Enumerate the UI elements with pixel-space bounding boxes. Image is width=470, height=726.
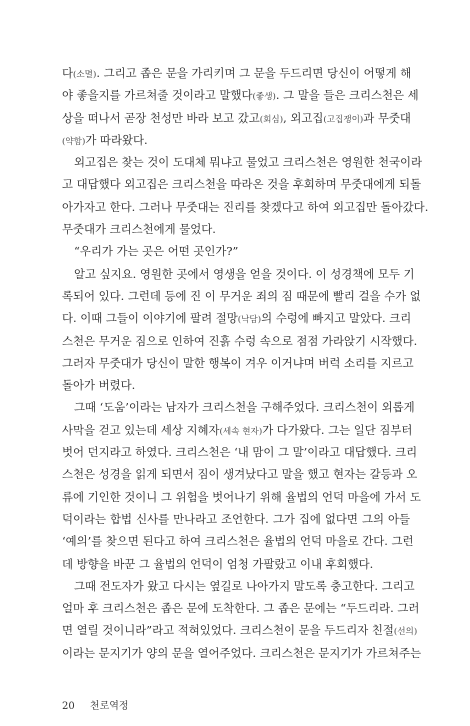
text-span: 그때 전도자가 왔고 다시는 옆길로 나아가지 말도록 충고한다. 그리고 bbox=[74, 578, 415, 593]
text-line bbox=[62, 285, 421, 307]
text-span: 그러자 무줏대가 당신이 말한 행복이 겨우 이거냐며 버럭 소리를 지르고 bbox=[62, 355, 414, 370]
page-footer bbox=[62, 697, 129, 712]
text-span: , 외고집 bbox=[283, 110, 324, 125]
text-span: 류에 기인한 것이니 그 위험을 벗어나기 위해 율법의 언덕 마을에 가서 도 bbox=[62, 489, 421, 504]
text-span: 야 좋을지를 가르쳐줄 것이라고 말했다 bbox=[62, 88, 253, 103]
text-line bbox=[62, 553, 410, 575]
text-span: 의 수렁에 빠지고 말았다. 크리 bbox=[261, 311, 412, 326]
text-span: 가 따라왔다. bbox=[85, 132, 148, 147]
text-span: 아가자고 한다. 그러나 무줏대는 진리를 찾겠다고 하여 외고집만 돌아갔다. bbox=[62, 199, 429, 214]
text-line bbox=[62, 84, 419, 106]
text-span: 스천은 무거운 짐으로 인하여 진흙 수렁 속으로 점점 가라앉기 시작했다. bbox=[62, 333, 418, 348]
text-span: “우리가 가는 곳은 어떤 곳인가?” bbox=[74, 244, 239, 259]
text-span: 벗어 던지라고 하였다. 크리스천은 ‘내 맘이 그 말’이라고 대답했다. 크리 bbox=[62, 445, 418, 460]
text-span: 스천은 성경을 읽게 되면서 짐이 생겨났다고 말을 했고 현자는 갈등과 오 bbox=[62, 467, 418, 482]
text-line bbox=[62, 107, 410, 129]
page-number: 20 bbox=[62, 701, 75, 712]
text-span: 알고 싶지요. 영원한 곳에서 영생을 얻을 것이다. 이 성경책에 모두 기 bbox=[74, 266, 415, 281]
text-span: 무줏대가 크리스천에게 물었다. bbox=[62, 222, 216, 237]
text-line bbox=[62, 575, 415, 597]
text-span: 그때 ‘도움’이라는 남자가 크리스천을 구해주었다. 크리스천이 외롭게 bbox=[74, 400, 415, 415]
text-span: . 그리고 좁은 문을 가리키며 그 문을 두드리면 당신이 어떻게 해 bbox=[96, 66, 412, 80]
text-line bbox=[62, 374, 410, 396]
annotation-note: (좋생) bbox=[252, 92, 276, 103]
annotation-note: (소멸) bbox=[73, 70, 97, 80]
text-line bbox=[62, 486, 421, 508]
text-span: 과 무줏대 bbox=[363, 110, 411, 125]
text-line bbox=[62, 463, 418, 485]
text-line bbox=[62, 419, 413, 441]
text-line bbox=[62, 597, 420, 619]
text-line bbox=[62, 173, 422, 195]
text-line bbox=[62, 307, 410, 329]
text-span: ‘예의’를 찾으면 된다고 하여 크리스천은 율법의 언덕 마을로 간다. 그런 bbox=[62, 534, 414, 549]
text-span: 외고집은 찾는 것이 도대체 뭐냐고 물었고 크리스천은 영원한 천국이라 bbox=[74, 155, 423, 170]
text-span: 고 대답했다 외고집은 크리스천을 따라온 것을 후회하며 무줏대에게 되돌 bbox=[62, 177, 422, 192]
text-span: 면 열릴 것이니라”라고 적혀있었다. 크리스천이 문을 두드리자 친절 bbox=[62, 623, 394, 638]
annotation-note: (낙담) bbox=[237, 315, 262, 326]
text-line bbox=[62, 62, 410, 84]
text-span: 돌아가 버렸다. bbox=[62, 378, 136, 393]
text-span: . 그 말을 들은 크리스천은 세 bbox=[275, 88, 419, 103]
text-line bbox=[62, 619, 418, 641]
text-line bbox=[62, 642, 422, 664]
text-line bbox=[62, 352, 414, 374]
text-span: 데 방향을 바꾼 그 율법의 언덕이 엄청 가팔랐고 이내 후회했다. bbox=[62, 556, 374, 571]
text-span: 덕이라는 합법 신사를 만나라고 조언한다. 그가 집에 없다면 그의 아들 bbox=[62, 511, 410, 526]
annotation-note: (고집쟁이) bbox=[323, 114, 364, 125]
text-line bbox=[62, 441, 418, 463]
text-line bbox=[62, 240, 410, 262]
text-line bbox=[62, 263, 415, 285]
annotation-note: (회심) bbox=[259, 114, 284, 125]
text-line bbox=[62, 396, 415, 418]
annotation-note: (선의) bbox=[393, 627, 418, 638]
text-span: 이라는 문지기가 양의 문을 열어주었다. 크리스천은 문지기가 가르쳐주는 bbox=[62, 645, 422, 660]
text-line bbox=[62, 129, 410, 151]
text-span: 다. 이때 그들이 이야기에 팔려 절망 bbox=[62, 311, 238, 326]
text-span: 록되어 있다. 그런데 등에 진 이 무거운 죄의 짐 때문에 빨리 걸을 수가 없 bbox=[62, 288, 421, 303]
annotation-note: (세속 현자) bbox=[219, 426, 263, 437]
text-line bbox=[62, 508, 410, 530]
annotation-note: (약함) bbox=[62, 136, 86, 147]
text-span: 사막을 걷고 있는데 세상 지혜자 bbox=[62, 422, 220, 437]
text-span: 얼마 후 크리스천은 좁은 문에 도착한다. 그 좁은 문에는 “두드리라. 그러 bbox=[62, 601, 420, 616]
text-line bbox=[62, 530, 414, 552]
text-span: 상을 떠나서 곧장 천성만 바라 보고 갔고 bbox=[62, 110, 260, 125]
text-line bbox=[62, 196, 429, 218]
text-span: 가 다가왔다. 그는 일단 짐부터 bbox=[262, 422, 413, 437]
text-span: 다 bbox=[62, 66, 74, 80]
page-body bbox=[62, 62, 429, 664]
text-line bbox=[62, 151, 423, 173]
text-line bbox=[62, 330, 418, 352]
running-title: 천로역정 bbox=[89, 701, 129, 712]
text-line bbox=[62, 218, 410, 240]
